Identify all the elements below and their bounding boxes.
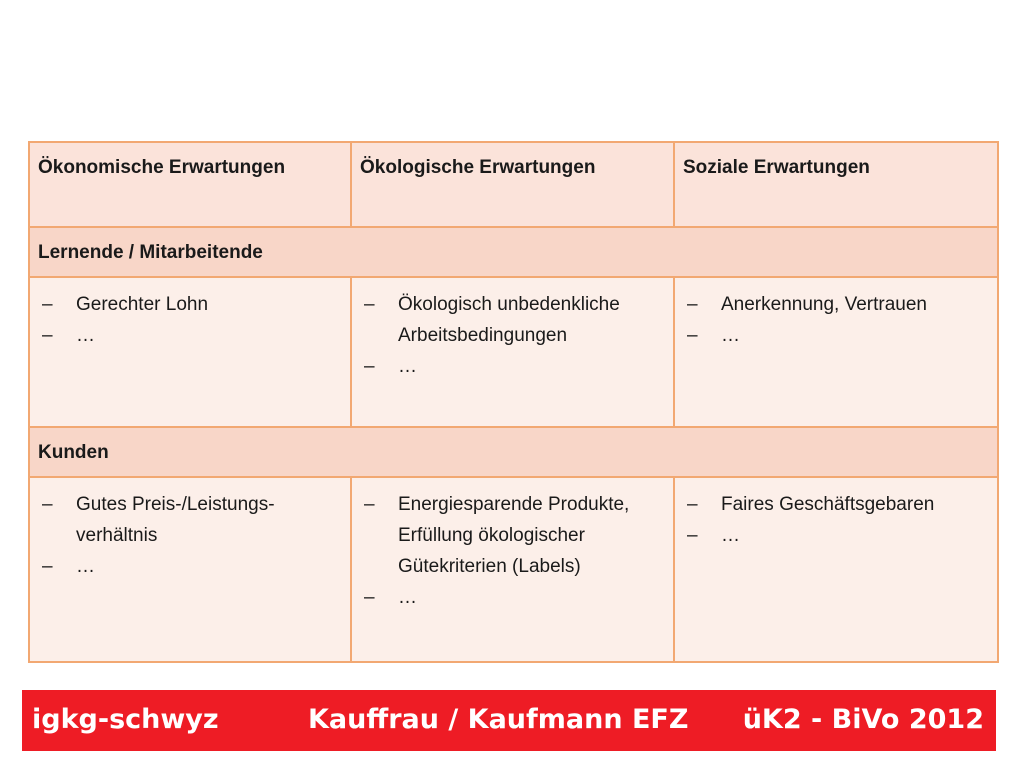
section-label-employees: Lernende / Mitarbeitende <box>38 242 263 263</box>
header-row <box>29 142 998 227</box>
cell-customers-social <box>674 477 998 662</box>
list-item <box>38 551 342 582</box>
dash-bullet-icon: – <box>687 294 698 315</box>
list-item <box>683 320 989 351</box>
section-cell-customers <box>29 427 998 477</box>
list-item <box>360 582 665 613</box>
header-cell-ecological <box>351 142 674 227</box>
section-row-employees <box>29 227 998 277</box>
list-item-text: Ökologisch unbedenkliche Arbeitsbedingungen <box>398 294 620 346</box>
cell-employees-ecological <box>351 277 674 427</box>
list-item-text: … <box>398 587 417 608</box>
list-item-text: … <box>721 525 740 546</box>
footer-organization: igkg-schwyz <box>32 704 219 735</box>
dash-bullet-icon: – <box>687 325 698 346</box>
footer-course: Kauffrau / Kaufmann EFZ <box>308 704 689 735</box>
content-row-employees <box>29 277 998 427</box>
list-item-text: … <box>76 556 95 577</box>
dash-bullet-icon: – <box>364 356 375 377</box>
list-item <box>360 351 665 382</box>
cell-employees-social <box>674 277 998 427</box>
cell-customers-ecological <box>351 477 674 662</box>
footer-bar <box>22 690 996 751</box>
list-item <box>683 489 989 520</box>
dash-bullet-icon: – <box>42 494 53 515</box>
list-item-text: … <box>721 325 740 346</box>
bullet-list <box>30 478 350 582</box>
list-item-text: Energiesparende Produkte, Erfüllung ökologischer Gütekriterien (Labels) <box>398 494 630 577</box>
bullet-list <box>675 278 997 351</box>
bullet-list <box>352 478 673 613</box>
dash-bullet-icon: – <box>42 294 53 315</box>
section-label-customers: Kunden <box>38 442 109 463</box>
header-economic: Ökonomische Erwartungen <box>38 157 286 178</box>
list-item <box>360 289 665 351</box>
section-row-customers <box>29 427 998 477</box>
bullet-list <box>675 478 997 551</box>
list-item <box>360 489 665 582</box>
list-item <box>38 489 342 551</box>
bullet-list <box>352 278 673 382</box>
dash-bullet-icon: – <box>42 325 53 346</box>
bullet-list <box>30 278 350 351</box>
list-item <box>683 520 989 551</box>
list-item <box>38 320 342 351</box>
header-social: Soziale Erwartungen <box>683 157 870 178</box>
section-cell-employees <box>29 227 998 277</box>
dash-bullet-icon: – <box>364 587 375 608</box>
header-ecological: Ökologische Erwartungen <box>360 157 596 178</box>
content-row-customers <box>29 477 998 662</box>
expectations-table <box>28 141 999 663</box>
dash-bullet-icon: – <box>42 556 53 577</box>
list-item-text: Gutes Preis-/Leistungs-verhältnis <box>76 494 275 546</box>
header-cell-economic <box>29 142 351 227</box>
cell-employees-economic <box>29 277 351 427</box>
dash-bullet-icon: – <box>364 294 375 315</box>
dash-bullet-icon: – <box>687 525 698 546</box>
list-item <box>683 289 989 320</box>
list-item-text: Anerkennung, Vertrauen <box>721 294 927 315</box>
dash-bullet-icon: – <box>687 494 698 515</box>
list-item <box>38 289 342 320</box>
list-item-text: Gerechter Lohn <box>76 294 209 315</box>
list-item-text: … <box>398 356 417 377</box>
cell-customers-economic <box>29 477 351 662</box>
list-item-text: … <box>76 325 95 346</box>
header-cell-social <box>674 142 998 227</box>
list-item-text: Faires Geschäftsgebaren <box>721 494 935 515</box>
dash-bullet-icon: – <box>364 494 375 515</box>
footer-module: üK2 - BiVo 2012 <box>742 704 984 735</box>
